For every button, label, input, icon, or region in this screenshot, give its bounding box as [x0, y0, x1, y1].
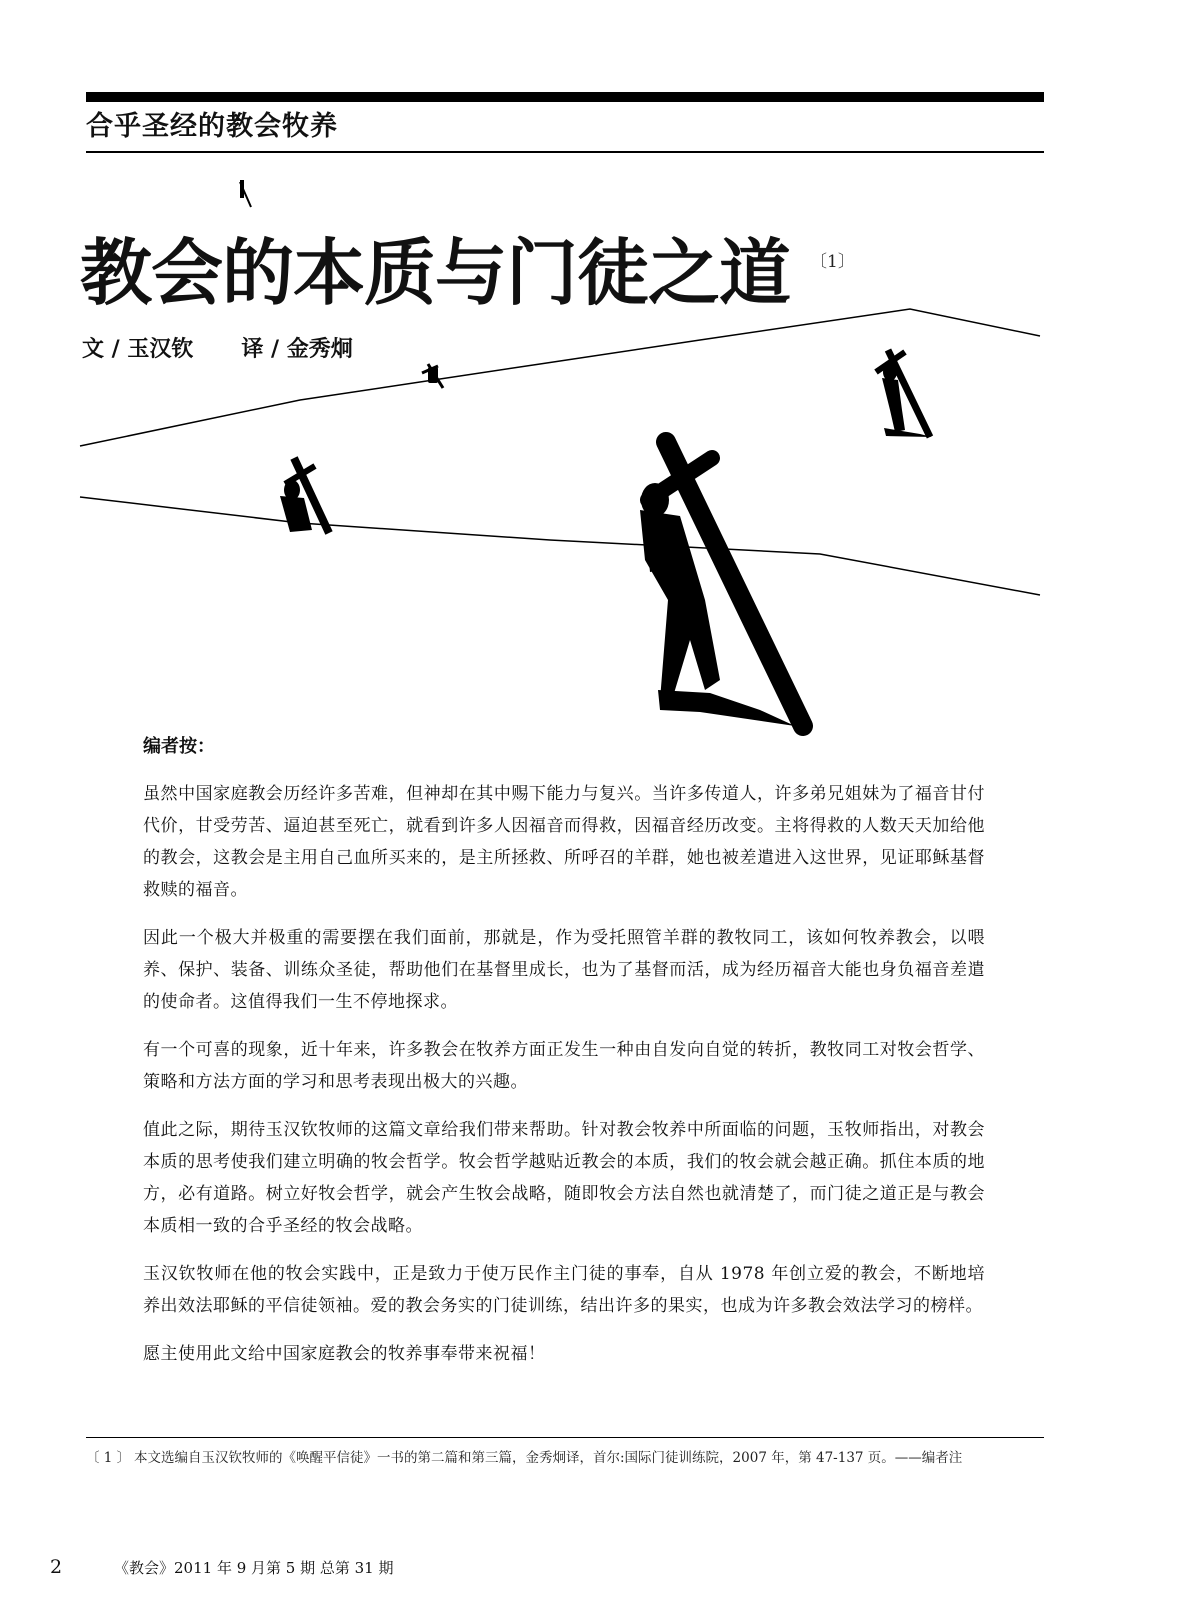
section-divider: [86, 151, 1044, 153]
footnote-text: 本文选编自玉汉钦牧师的《唤醒平信徒》一书的第二篇和第三篇，金秀炯译，首尔:国际门徒训练院，2007 年，第 47-137 页。——编者注: [134, 1450, 963, 1466]
byline: [82, 335, 353, 365]
cross-bearer-right: [876, 350, 932, 437]
footnote: [86, 1448, 1044, 1468]
editor-note-paragraph: 愿主使用此文给中国家庭教会的牧养事奉带来祝福！: [143, 1344, 546, 1364]
editor-note-body: [143, 778, 985, 1386]
editor-note-heading: 编者按：: [143, 736, 215, 757]
distant-figure-tiny: [240, 180, 251, 207]
title-footnote-ref[interactable]: 〔1〕: [810, 252, 855, 272]
byline-translator: 译 / 金秀炯: [241, 337, 353, 362]
header-top-bar: [86, 92, 1044, 102]
footnote-marker: 〔 1 〕: [86, 1450, 131, 1466]
cross-bearer-large: [640, 442, 803, 726]
article-title: 教会的本质与门徒之道: [80, 231, 791, 315]
cross-bearer-small: [422, 364, 443, 388]
editor-note-paragraph: 因此一个极大并极重的需要摆在我们面前，那就是，作为受托照管羊群的教牧同工，该如何牧养教会，以喂养、保护、装备、训练众圣徒，帮助他们在基督里成长，也为了基督而活，成为经历福音大能也身负福音差遣的使命者。这值得我们一生不停地探求。: [143, 928, 985, 1012]
byline-author: 文 / 玉汉钦: [82, 337, 194, 362]
page-number: 2: [50, 1556, 63, 1578]
cross-bearer-left: [280, 458, 329, 533]
editor-note-paragraph: 虽然中国家庭教会历经许多苦难，但神却在其中赐下能力与复兴。当许多传道人，许多弟兄姐妹为了福音甘付代价，甘受劳苦、逼迫甚至死亡，就看到许多人因福音而得救，因福音经历改变。主将得救的人数天天加给他的教会，这教会是主用自己血所买来的，是主所拯救、所呼召的羊群，她也被差遣进入这世界，见证耶稣基督救赎的福音。: [143, 784, 985, 900]
editor-note-paragraph: 有一个可喜的现象，近十年来，许多教会在牧养方面正发生一种由自发向自觉的转折，教牧同工对牧会哲学、策略和方法方面的学习和思考表现出极大的兴趣。: [143, 1040, 985, 1092]
running-footer: 《教会》2011 年 9 月第 5 期 总第 31 期: [114, 1559, 394, 1577]
editor-note-paragraph: 玉汉钦牧师在他的牧会实践中，正是致力于使万民作主门徒的事奉，自从 1978 年创立爱的教会，不断地培养出效法耶稣的平信徒领袖。爱的教会务实的门徒训练，结出许多的果实，也成为许多教会效法学习的榜样。: [143, 1264, 985, 1316]
section-title: 合乎圣经的教会牧养: [86, 111, 338, 142]
footnote-divider: [86, 1437, 1044, 1438]
editor-note-paragraph: 值此之际，期待玉汉钦牧师的这篇文章给我们带来帮助。针对教会牧养中所面临的问题，玉牧师指出，对教会本质的思考使我们建立明确的牧会哲学。牧会哲学越贴近教会的本质，我们的牧会就会越正确。抓住本质的地方，必有道路。树立好牧会哲学，就会产生牧会战略，随即牧会方法自然也就清楚了，而门徒之道正是与教会本质相一致的合乎圣经的牧会战略。: [143, 1120, 985, 1236]
hill-line-lower: [80, 497, 1040, 595]
